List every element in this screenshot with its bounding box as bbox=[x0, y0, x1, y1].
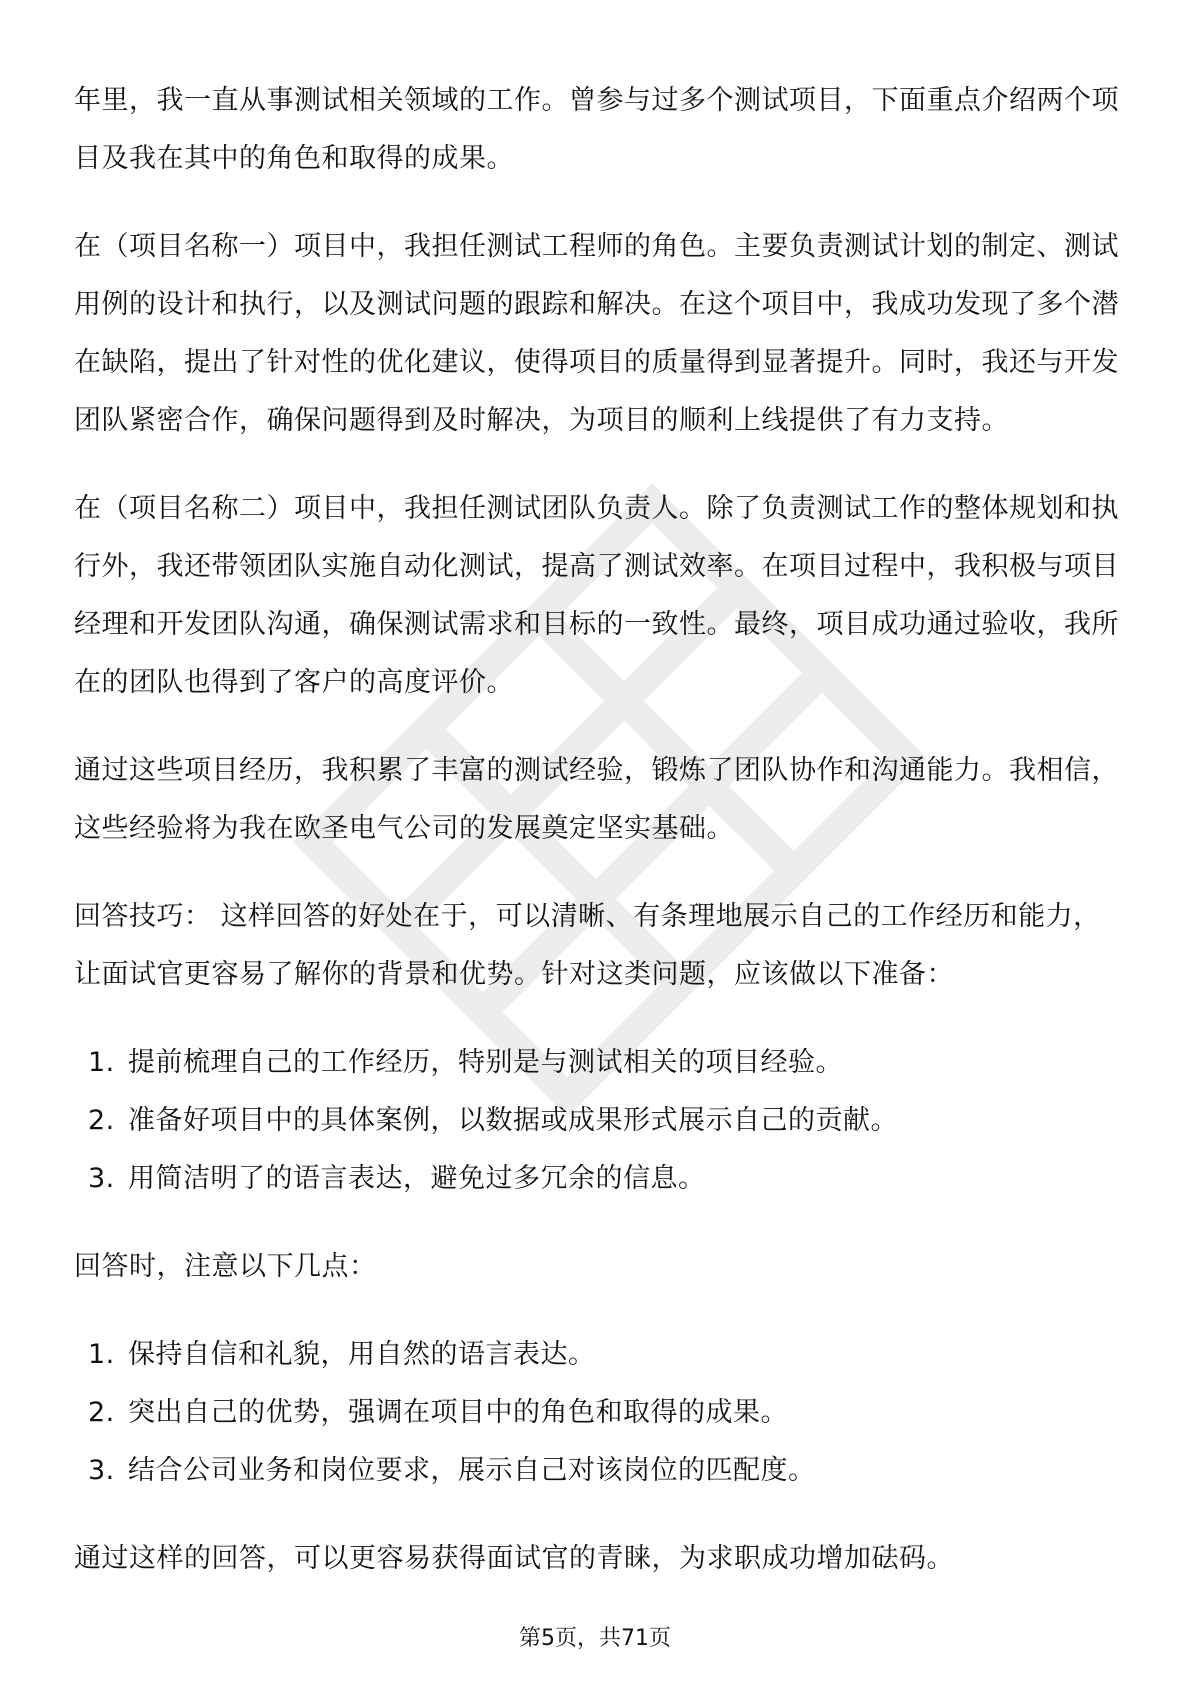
list-text: 突出自己的优势，强调在项目中的角色和取得的成果。 bbox=[128, 1397, 788, 1428]
paragraph-project-two: 在（项目名称二）项目中，我担任测试团队负责人。除了负责测试工作的整体规划和执行外，我还带领团队实施自动化测试，提高了测试效率。在项目过程中，我积极与项目经理和开发团队沟通，确保测试需求和目标的一致性。最终，项目成功通过验收，我所在的团队也得到了客户的高度评价。 bbox=[74, 493, 1119, 698]
paragraph-closing: 通过这样的回答，可以更容易获得面试官的青睐，为求职成功增加砝码。 bbox=[74, 1543, 954, 1574]
list-number: 1. bbox=[88, 1047, 115, 1078]
paragraph-summary: 通过这些项目经历，我积累了丰富的测试经验，锻炼了团队协作和沟通能力。我相信，这些经验将为我在欧圣电气公司的发展奠定坚实基础。 bbox=[74, 755, 1119, 844]
list-number: 3. bbox=[88, 1455, 115, 1486]
list-item bbox=[74, 1442, 1120, 1500]
document-body bbox=[74, 72, 1120, 1618]
list-text: 保持自信和礼貌，用自然的语言表达。 bbox=[128, 1339, 596, 1370]
list-text: 结合公司业务和岗位要求，展示自己对该岗位的匹配度。 bbox=[128, 1455, 816, 1486]
list-text: 提前梳理自己的工作经历，特别是与测试相关的项目经验。 bbox=[128, 1047, 843, 1078]
notes-list bbox=[74, 1326, 1120, 1500]
list-item bbox=[74, 1326, 1120, 1384]
list-item bbox=[74, 1034, 1120, 1092]
list-number: 1. bbox=[88, 1339, 115, 1370]
list-number: 2. bbox=[88, 1397, 115, 1428]
list-item bbox=[74, 1092, 1120, 1150]
list-text: 用简洁明了的语言表达，避免过多冗余的信息。 bbox=[128, 1163, 706, 1194]
page-number-footer: 第5页，共71页 bbox=[519, 1626, 671, 1651]
paragraph-project-one: 在（项目名称一）项目中，我担任测试工程师的角色。主要负责测试计划的制定、测试用例的设计和执行，以及测试问题的跟踪和解决。在这个项目中，我成功发现了多个潜在缺陷，提出了针对性的优化建议，使得项目的质量得到显著提升。同时，我还与开发团队紧密合作，确保问题得到及时解决，为项目的顺利上线提供了有力支持。 bbox=[74, 231, 1119, 436]
notes-heading: 回答时，注意以下几点： bbox=[74, 1251, 377, 1282]
list-item bbox=[74, 1384, 1120, 1442]
list-text: 准备好项目中的具体案例，以数据或成果形式展示自己的贡献。 bbox=[128, 1105, 898, 1136]
paragraph-answer-tips: 回答技巧： 这样回答的好处在于，可以清晰、有条理地展示自己的工作经历和能力，让面试官更容易了解你的背景和优势。针对这类问题，应该做以下准备： bbox=[74, 901, 1101, 990]
prepare-list bbox=[74, 1034, 1120, 1208]
list-number: 3. bbox=[88, 1163, 115, 1194]
list-number: 2. bbox=[88, 1105, 115, 1136]
paragraph-intro: 年里，我一直从事测试相关领域的工作。曾参与过多个测试项目，下面重点介绍两个项目及我在其中的角色和取得的成果。 bbox=[74, 85, 1119, 174]
list-item bbox=[74, 1150, 1120, 1208]
